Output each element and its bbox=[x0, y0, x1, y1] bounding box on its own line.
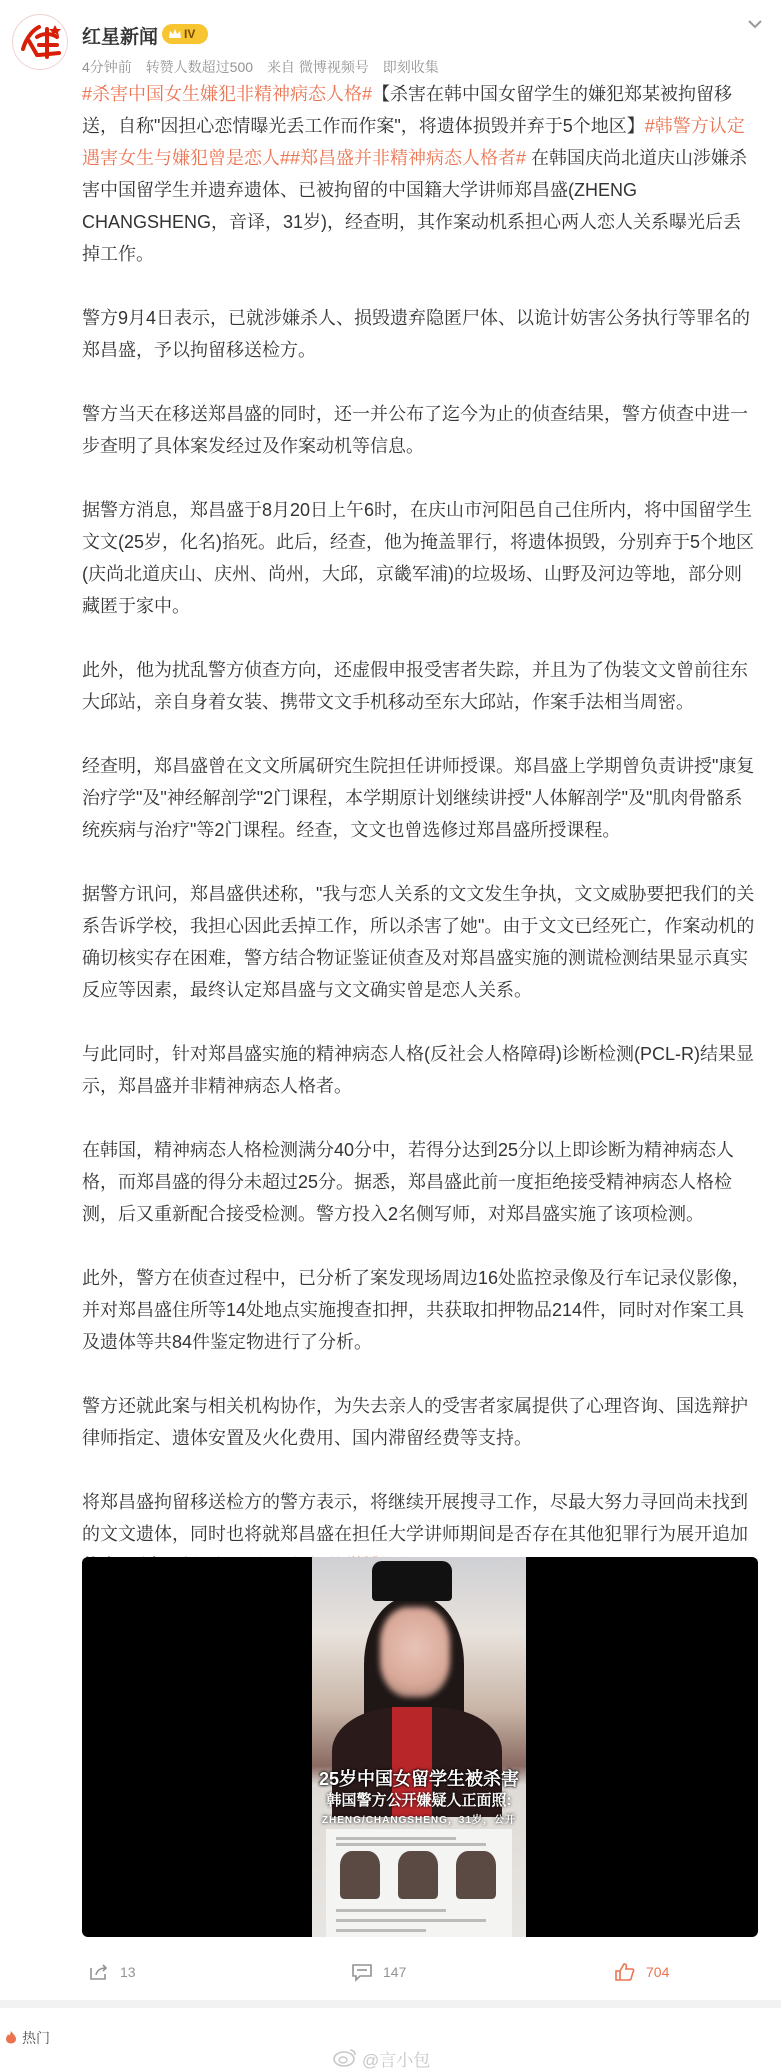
weibo-logo-icon bbox=[332, 2046, 358, 2068]
suspect-photo bbox=[340, 1851, 380, 1899]
level-badge bbox=[162, 24, 208, 44]
share-count: 13 bbox=[120, 1964, 136, 1980]
paragraph-3: 警方当天在移送郑昌盛的同时，还一并公布了迄今为止的侦查结果，警方侦查中进一步查明了具体案发经过及作案动机等信息。 bbox=[82, 404, 748, 456]
paragraph-6: 经查明，郑昌盛曾在文文所属研究生院担任讲师授课。郑昌盛上学期曾负责讲授"康复治疗学"及"神经解剖学"2门课程，本学期原计划继续讲授"人体解剖学"及"肌肉骨骼系统疾病与治疗"等2门课程。经查，文文也曾选修过郑昌盛所授课程。 bbox=[82, 756, 755, 840]
doc-line bbox=[336, 1929, 426, 1932]
video-subheadline: 韩国警方公开嫌疑人正面照: bbox=[326, 1792, 512, 1809]
hashtag-link[interactable]: #郑昌盛并非精神病态人格者# bbox=[290, 148, 527, 168]
paragraph-9: 在韩国，精神病态人格检测满分40分中，若得分达到25分以上即诊断为精神病态人格，而郑昌盛的得分未超过25分。据悉，郑昌盛此前一度拒绝接受精神病态人格检测，后又重新配合接受检测。警方投入2名侧写师，对郑昌盛实施了该项检测。 bbox=[82, 1140, 735, 1224]
post-source[interactable]: 来自 微博视频号 bbox=[266, 59, 369, 75]
chevron-down-icon[interactable] bbox=[745, 14, 765, 34]
level-badge-text: IV bbox=[184, 27, 196, 41]
comments-section-header bbox=[0, 2008, 781, 2071]
video-caption: ZHENG/CHANGSHENG，31岁，公开 bbox=[321, 1815, 517, 1826]
follow-info[interactable]: 即刻收集 bbox=[382, 59, 439, 75]
post-time[interactable]: 4分钟前 bbox=[82, 59, 132, 75]
paragraph-text: 【杀害在韩中国女留学生的嫌犯郑某被拘留移送，自称"因担心恋情曝光丢工作而作案"，将遗体损毁并弃于5个地区】 bbox=[82, 84, 733, 136]
post-content bbox=[82, 78, 758, 1650]
avatar[interactable] bbox=[12, 14, 68, 70]
section-divider bbox=[0, 2000, 781, 2008]
paragraph-7: 据警方讯问，郑昌盛供述称，"我与恋人关系的文文发生争执，文文威胁要把我们的关系告诉学校，我担心因此丢掉工作，所以杀害了她"。由于文文已经死亡，作案动机的确切核实存在困难，警方结合物证鉴证侦查及对郑昌盛实施的测谎检测结果显示真实反应等因素，最终认定郑昌盛与文文确实曾是恋人关系。 bbox=[82, 884, 755, 1000]
video-headline: 25岁中国女留学生被杀害 bbox=[318, 1769, 520, 1789]
action-bar bbox=[0, 1950, 781, 1994]
thumbnail-document bbox=[326, 1829, 512, 1937]
paragraph-text: 在韩国庆尚北道庆山涉嫌杀害中国留学生并遗弃遗体、已被拘留的中国籍大学讲师郑昌盛(ZHENG CHANGSHENG，音译，31岁)，经查明，其作案动机系担心两人恋人关系曝光后丢掉工作。 bbox=[82, 148, 748, 264]
hashtag-link[interactable]: #韩警方认定遇害女生与嫌犯曾是恋人# bbox=[82, 116, 745, 168]
suspect-photo bbox=[456, 1851, 496, 1899]
blurred-face bbox=[380, 1607, 450, 1697]
paragraph-2: 警方9月4日表示，已就涉嫌杀人、损毁遗弃隐匿尸体、以诡计妨害公务执行等罪名的郑昌盛，予以拘留移送检方。 bbox=[82, 308, 751, 360]
comment-icon bbox=[351, 1962, 373, 1982]
user-name[interactable]: 红星新闻 bbox=[82, 27, 159, 48]
doc-line bbox=[336, 1919, 486, 1922]
suspect-photo bbox=[398, 1851, 438, 1899]
graduation-cap bbox=[372, 1561, 452, 1601]
watermark-text: @言小包 bbox=[362, 2051, 431, 2070]
repost-info: 转赞人数超过500 bbox=[145, 59, 254, 75]
comment-count: 147 bbox=[383, 1964, 407, 1980]
paragraph-text: 将郑昌盛拘留移送检方的警方表示，将继续开展搜寻工作，尽最大努力寻回尚未找到的文文遗体，同时也将就郑昌盛在担任大学讲师期间是否存在其他犯罪行为展开追加 bbox=[82, 1492, 748, 1544]
paragraph-4: 据警方消息，郑昌盛于8月20日上午6时，在庆山市河阳邑自己住所内，将中国留学生文文(25岁，化名)掐死。此后，经查，他为掩盖罪行，将遗体损毁，分别弃于5个地区(庆尚北道庆山、庆州、尚州，大邱，京畿军浦)的垃圾场、山野及河边等地，部分则藏匿于家中。 bbox=[82, 500, 755, 616]
paragraph-5: 此外，他为扰乱警方侦查方向，还虚假申报受害者失踪，并且为了伪装文文曾前往东大邱站，亲自身着女装、携带文文手机移动至东大邱站，作案手法相当周密。 bbox=[82, 660, 748, 712]
paragraph-10: 此外，警方在侦查过程中，已分析了案发现场周边16处监控录像及行车记录仪影像，并对郑昌盛住所等14处地点实施搜查扣押，共获取扣押物品214件，同时对作案工具及遗体等共84件鉴定物进行了分析。 bbox=[82, 1268, 751, 1352]
share-icon bbox=[88, 1962, 110, 1982]
doc-line bbox=[336, 1909, 446, 1912]
paragraph-11: 警方还就此案与相关机构协作，为失去亲人的受害者家属提供了心理咨询、国选辩护律师指定、遗体安置及火化费用、国内滞留经费等支持。 bbox=[82, 1396, 748, 1448]
doc-line bbox=[336, 1837, 456, 1840]
paragraph-1 bbox=[82, 78, 758, 270]
post-header bbox=[0, 0, 781, 80]
hongxing-logo-icon bbox=[13, 15, 68, 70]
hashtag-link[interactable]: #杀害中国女生嫌犯非精神病态人格# bbox=[82, 84, 373, 104]
flame-icon bbox=[4, 2030, 18, 2044]
video-thumbnail[interactable] bbox=[312, 1557, 526, 1937]
crown-icon bbox=[167, 26, 183, 42]
post-meta bbox=[82, 57, 449, 77]
hot-comments-tab[interactable]: 热门 bbox=[22, 2030, 50, 2046]
like-count: 704 bbox=[646, 1964, 670, 1980]
paragraph-8: 与此同时，针对郑昌盛实施的精神病态人格(反社会人格障碍)诊断检测(PCL-R)结果显示，郑昌盛并非精神病态人格者。 bbox=[82, 1044, 754, 1096]
video-player[interactable] bbox=[82, 1557, 758, 1937]
doc-line bbox=[336, 1843, 486, 1846]
thumbs-up-icon bbox=[614, 1962, 636, 1982]
